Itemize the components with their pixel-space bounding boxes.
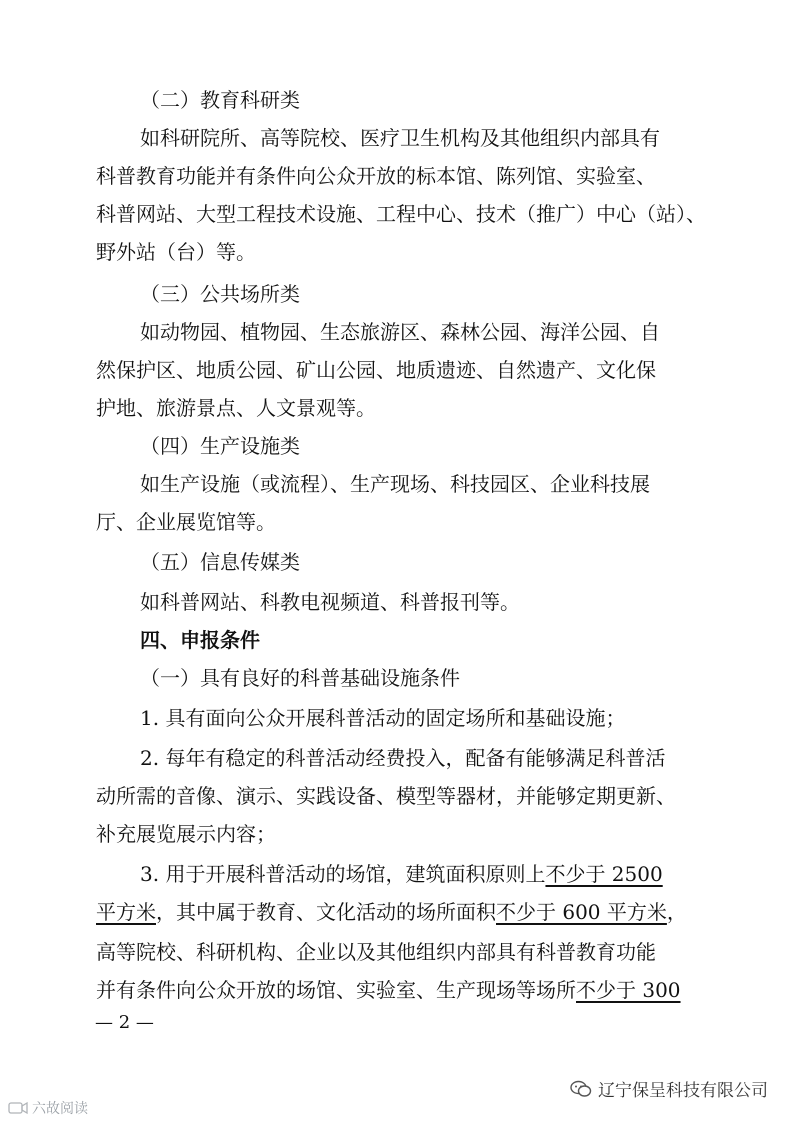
- item3-line4: [0, 978, 794, 1002]
- paragraph-line: 如科普网站、科教电视频道、科普报刊等。: [140, 590, 520, 614]
- paragraph-line: 动所需的音像、演示、实践设备、模型等器材，并能够定期更新、: [96, 784, 676, 808]
- paragraph-line: 补充展览展示内容；: [96, 822, 276, 846]
- section-heading-application-conditions: 四、申报条件: [140, 628, 260, 652]
- page-number: — 2 —: [95, 1012, 154, 1033]
- paragraph-line: 厅、企业展览馆等。: [96, 510, 276, 534]
- paragraph-line: 2. 每年有稳定的科普活动经费投入，配备有能够满足科普活: [140, 746, 666, 770]
- toutiao-logo-icon: [8, 1100, 28, 1116]
- item3-underlined-figure: 不少于 600 平方米: [496, 900, 667, 924]
- watermark-account-name: 辽宁保呈科技有限公司: [598, 1081, 768, 1101]
- item3-text: 并有条件向公众开放的场馆、实验室、生产现场等场所: [96, 978, 576, 1002]
- item3-line2: [0, 900, 794, 924]
- paragraph-line: 如生产设施（或流程）、生产现场、科技园区、企业科技展: [140, 472, 650, 496]
- subheading-infrastructure: （一）具有良好的科普基础设施条件: [140, 666, 460, 690]
- heading-public-places: （三）公共场所类: [140, 282, 300, 306]
- item3-underlined-unit: 平方米: [96, 900, 156, 924]
- paragraph-line: 野外站（台）等。: [96, 240, 256, 264]
- item3-text: ，其中属于教育、文化活动的场所面积: [156, 900, 496, 924]
- paragraph-line: 护地、旅游景点、人文景观等。: [96, 396, 376, 420]
- wechat-watermark: [570, 1076, 768, 1101]
- heading-production-facilities: （四）生产设施类: [140, 434, 300, 458]
- heading-education-research: （二）教育科研类: [140, 88, 300, 112]
- toutiao-watermark: [8, 1098, 88, 1118]
- item3-underlined-figure: 不少于 2500: [545, 862, 663, 886]
- item3-text: ，: [666, 900, 687, 924]
- wechat-icon: [570, 1080, 592, 1098]
- item3-underlined-figure: 不少于 300: [576, 978, 681, 1002]
- item3-line3: 高等院校、科研机构、企业以及其他组织内部具有科普教育功能: [96, 940, 656, 964]
- watermark-brand: 六故阅读: [32, 1101, 88, 1117]
- paragraph-line: 科普教育功能并有条件向公众开放的标本馆、陈列馆、实验室、: [96, 164, 656, 188]
- paragraph-line: 科普网站、大型工程技术设施、工程中心、技术（推广）中心（站）、: [96, 202, 706, 226]
- paragraph-line: 如科研院所、高等院校、医疗卫生机构及其他组织内部具有: [140, 126, 660, 150]
- item3-line1: [0, 862, 794, 886]
- item3-text: 3. 用于开展科普活动的场馆，建筑面积原则上: [140, 862, 546, 886]
- paragraph-line: 1. 具有面向公众开展科普活动的固定场所和基础设施；: [140, 706, 626, 730]
- paragraph-line: 如动物园、植物园、生态旅游区、森林公园、海洋公园、自: [140, 320, 660, 344]
- heading-information-media: （五）信息传媒类: [140, 550, 300, 574]
- paragraph-line: 然保护区、地质公园、矿山公园、地质遗迹、自然遗产、文化保: [96, 358, 656, 382]
